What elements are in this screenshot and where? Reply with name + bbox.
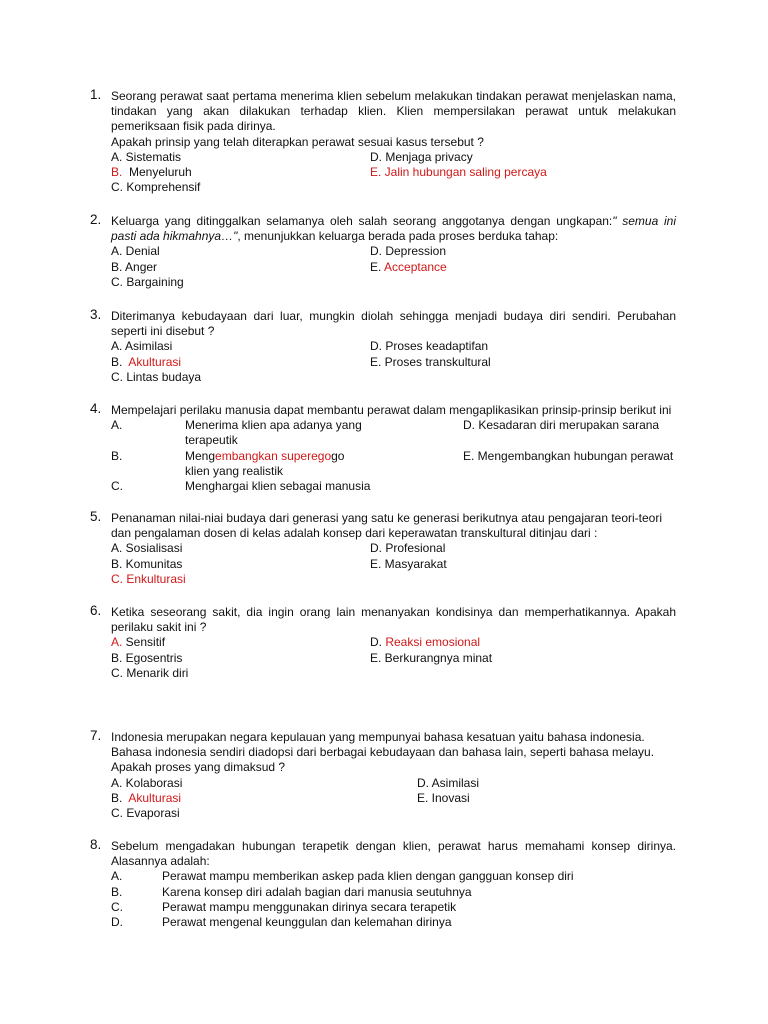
option-c: C. Bargaining <box>111 274 184 289</box>
option-e: E. Inovasi <box>417 790 470 805</box>
option-d: D. Asimilasi <box>417 775 480 790</box>
question-number: 8. <box>90 837 102 852</box>
question-stem: Penanaman nilai-niai budaya dari generasi yang satu ke generasi berikutnya atau pengajaran teori-teori dan pengalaman dosen di kelas adalah konsep dari keperawatan transkultural ditinjau dari : <box>111 511 663 541</box>
list-item: C. Perawat mampu menggunakan dirinya secara terapetik <box>111 899 457 914</box>
question-stem: Seorang perawat saat pertama menerima klien sebelum melakukan tindakan perawat menjelaskan nama, tindakan yang akan dilakukan terhadap klien. Klien mempersilakan perawat untuk melakukan pemeriksaan fisik pada dirinya. <box>111 89 676 134</box>
question-number: 3. <box>90 307 102 322</box>
option-a-letter: A. <box>111 418 123 433</box>
question-number: 5. <box>90 509 102 524</box>
option-b-answer: Mengembangkan superegogo klien yang realistik <box>185 448 345 478</box>
option-a: A. Denial <box>111 244 160 259</box>
question-stem: Mempelajari perilaku manusia dapat membantu perawat dalam mengaplikasikan prinsip-prinsip berikut ini <box>111 403 672 417</box>
question-8 <box>90 839 676 930</box>
question-number: 4. <box>90 401 102 416</box>
options <box>111 244 676 290</box>
option-c: C. Komprehensif <box>111 180 201 195</box>
option-e-answer: E. Jalin hubungan saling percaya <box>370 165 547 179</box>
option-c: C. Evaporasi <box>111 805 180 820</box>
option-d: D. Proses keadaptifan <box>370 339 489 354</box>
option-b: B. Komunitas <box>111 556 183 571</box>
option-b: B. Anger <box>111 259 158 274</box>
option-c-letter: C. <box>111 478 123 493</box>
options <box>111 869 676 930</box>
question-number: 6. <box>90 603 102 618</box>
option-d: D. Kesadaran diri merupakan sarana <box>463 418 660 433</box>
option-d: D. Profesional <box>370 541 446 556</box>
list-item: A. Perawat mampu memberikan askep pada klien dengan gangguan konsep diri <box>111 869 574 884</box>
question-prompt: Apakah proses yang dimaksud ? <box>111 760 286 775</box>
option-a: A. Kolaborasi <box>111 775 183 790</box>
option-e: E. Mengembangkan hubungan perawat <box>463 448 674 463</box>
option-e: E. Masyarakat <box>370 556 447 571</box>
question-2 <box>90 214 676 290</box>
option-c: C. Menarik diri <box>111 665 189 680</box>
option-b-answer: B. Akulturasi <box>111 790 182 805</box>
option-a: A. Sosialisasi <box>111 541 183 556</box>
option-c-answer: C. Enkulturasi <box>111 571 186 586</box>
question-stem: Ketika seseorang sakit, dia ingin orang lain menanyakan kondisinya dan memperhatikannya. Apakah perilaku sakit ini ? <box>111 605 676 635</box>
option-d: D. Depression <box>370 244 447 259</box>
options <box>111 541 676 587</box>
option-d-answer: D. Reaksi emosional <box>370 635 481 650</box>
question-1 <box>90 89 676 195</box>
list-item: B. Karena konsep diri adalah bagian dari manusia seutuhnya <box>111 884 472 899</box>
option-a: A. Sistematis <box>111 149 182 164</box>
option-e: E. Proses transkultural <box>370 354 491 369</box>
question-stem: Keluarga yang ditinggalkan selamanya oleh salah seorang anggotanya dengan ungkapan:" semua ini pasti ada hikmahnya…", menunjukkan keluarga berada pada proses berduka tahap: <box>111 214 677 244</box>
list-item: D. Perawat mengenal keunggulan dan kelemahan dirinya <box>111 914 452 929</box>
option-d: D. Menjaga privacy <box>370 149 473 164</box>
option-c: Menghargai klien sebagai manusia <box>185 478 371 493</box>
question-7 <box>90 730 676 821</box>
option-e: E. Berkurangnya minat <box>370 650 493 665</box>
option-a: Menerima klien apa adanya yang terapeutik <box>185 418 362 448</box>
question-3 <box>90 309 676 385</box>
options <box>111 418 676 494</box>
options <box>111 150 676 196</box>
options <box>111 635 676 681</box>
question-stem: Indonesia merupakan negara kepulauan yang mempunyai bahasa kesatuan yaitu bahasa indonesia. Bahasa indonesia sendiri diadopsi dari berbagai kebudayaan dan bahasa lain, seperti bahasa melayu. <box>111 730 655 760</box>
question-stem: Diterimanya kebudayaan dari luar, mungkin diolah sehingga menjadi budaya diri sendiri. Perubahan seperti ini disebut ? <box>111 309 676 339</box>
question-6 <box>90 605 676 681</box>
option-b-letter: B. <box>111 448 123 463</box>
question-stem: Sebelum mengadakan hubungan terapetik dengan klien, perawat harus memahami konsep dirinya. Alasannya adalah: <box>111 839 676 869</box>
question-prompt: Apakah prinsip yang telah diterapkan perawat sesuai kasus tersebut ? <box>111 134 484 149</box>
option-c: C. Lintas budaya <box>111 369 202 384</box>
question-4 <box>90 403 676 494</box>
question-number: 7. <box>90 728 102 743</box>
option-a: A. Asimilasi <box>111 339 173 354</box>
option-b: B. Menyeluruh <box>111 165 192 179</box>
question-5 <box>90 511 676 587</box>
option-b-answer: B. Akulturasi <box>111 354 182 369</box>
options <box>111 776 676 822</box>
question-number: 2. <box>90 212 102 227</box>
option-a-answer: A. Sensitif <box>111 635 166 650</box>
option-b: B. Egosentris <box>111 650 183 665</box>
question-number: 1. <box>90 87 102 102</box>
option-e-answer: E. Acceptance <box>370 259 447 274</box>
options <box>111 339 676 385</box>
